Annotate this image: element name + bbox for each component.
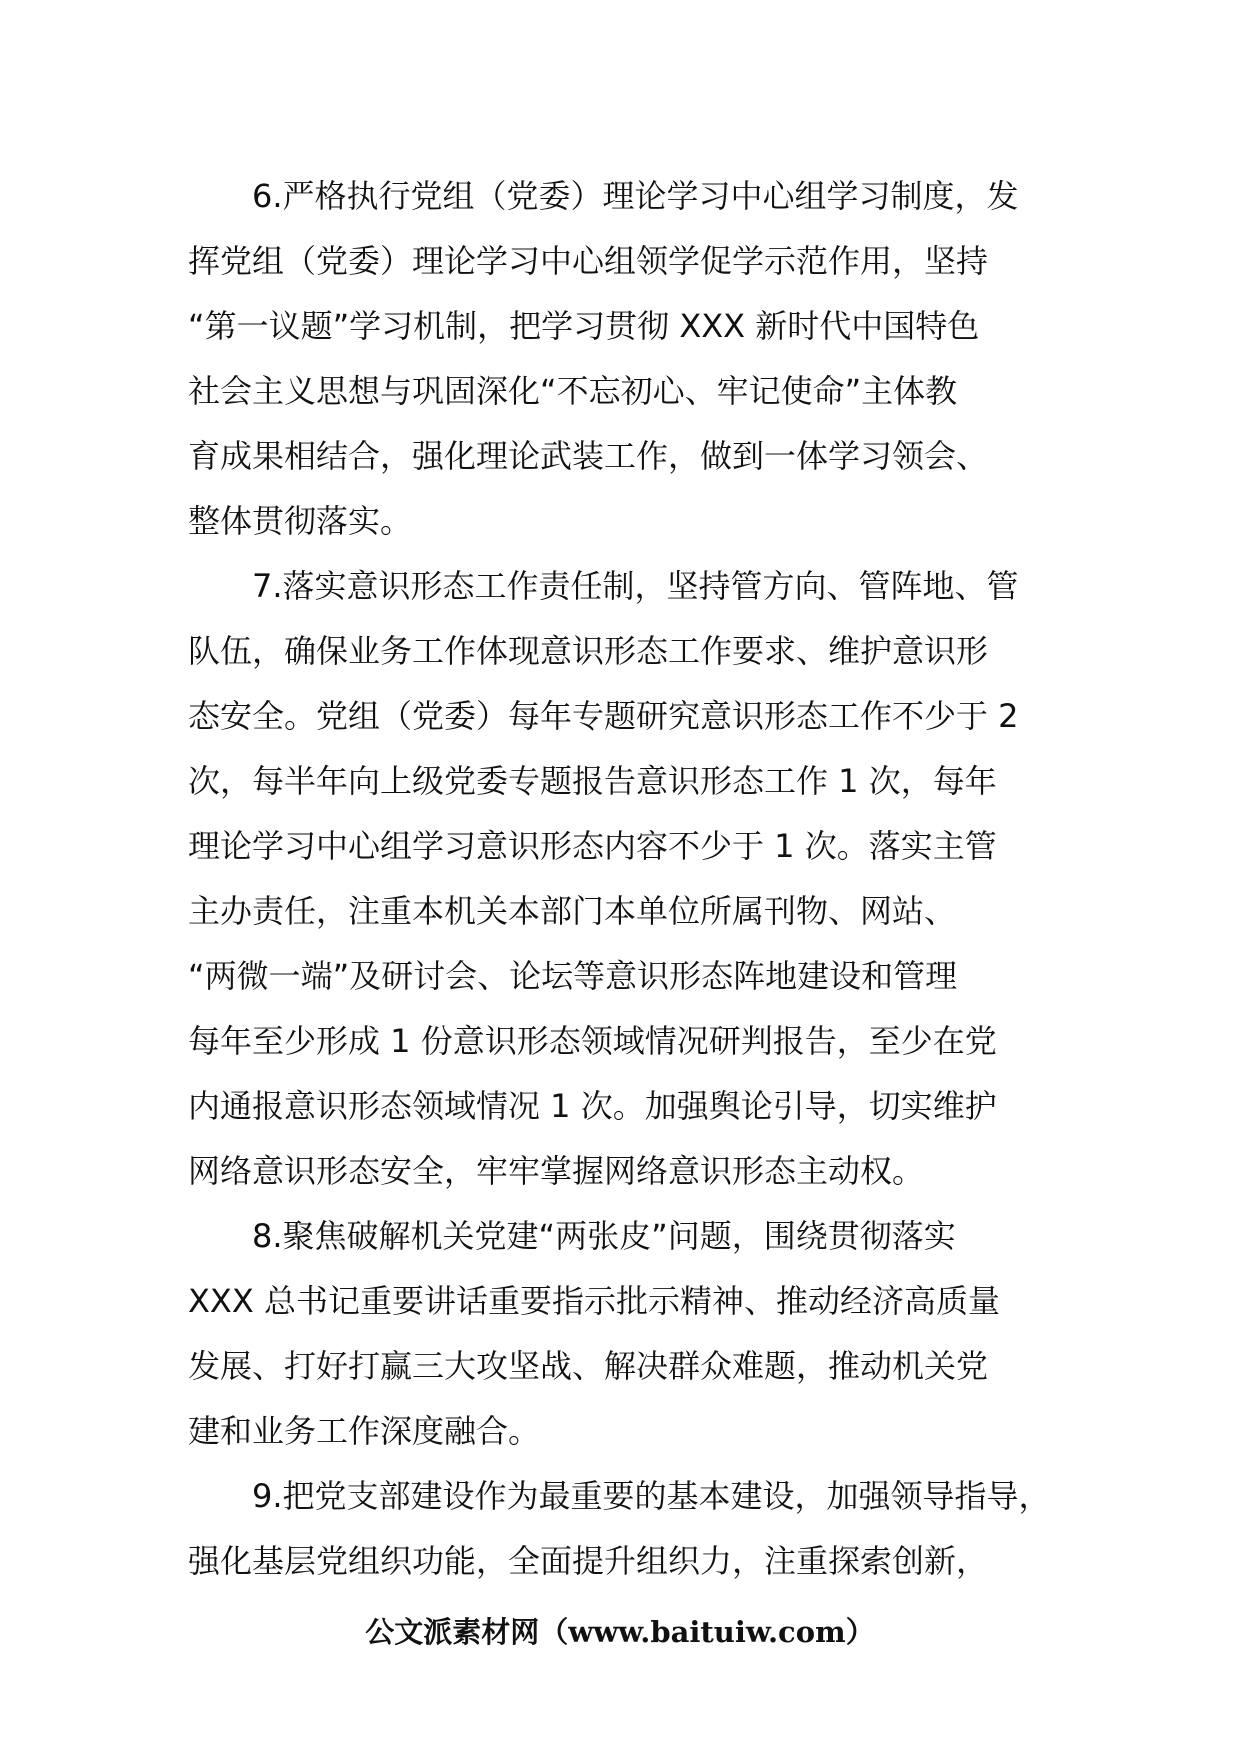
paragraph-line: 次，每半年向上级党委专题报告意识形态工作 1 次，每年: [188, 762, 997, 800]
paragraph-line: 6.严格执行党组（党委）理论学习中心组学习制度，发: [252, 177, 1019, 215]
paragraph-line: XXX 总书记重要讲话重要指示批示精神、推动经济高质量: [188, 1282, 1000, 1320]
paragraph-line: 态安全。党组（党委）每年专题研究意识形态工作不少于 2: [188, 697, 1019, 735]
paragraph-9: [188, 1464, 1060, 1594]
paragraph-line: 7.落实意识形态工作责任制，坚持管方向、管阵地、管: [252, 567, 1019, 605]
paragraph-line: 网络意识形态安全，牢牢掌握网络意识形态主动权。: [188, 1152, 925, 1190]
paragraph-line: 建和业务工作深度融合。: [188, 1412, 541, 1450]
paragraph-line: 主办责任，注重本机关本部门本单位所属刊物、网站、: [188, 892, 957, 930]
document-body: [188, 164, 1060, 1594]
paragraph-line: 发展、打好打赢三大攻坚战、解决群众难题，推动机关党: [188, 1347, 989, 1385]
paragraph-line: “两微一端”及研讨会、论坛等意识形态阵地建设和管理: [188, 957, 958, 995]
paragraph-line: “第一议题”学习机制，把学习贯彻 XXX 新时代中国特色: [188, 307, 980, 345]
paragraph-line: 内通报意识形态领域情况 1 次。加强舆论引导，切实维护: [188, 1087, 997, 1125]
paragraph-line: 社会主义思想与巩固深化“不忘初心、牢记使命”主体教: [188, 372, 958, 410]
paragraph-line: 挥党组（党委）理论学习中心组领学促学示范作用，坚持: [188, 242, 989, 280]
footer-watermark: 公文派素材网（www.baituiw.com）: [365, 1615, 875, 1649]
paragraph-8: [188, 1204, 1060, 1464]
paragraph-6: [188, 164, 1060, 554]
paragraph-line: 强化基层党组织功能，全面提升组织力，注重探索创新，: [188, 1542, 989, 1580]
paragraph-line: 8.聚焦破解机关党建“两张皮”问题，围绕贯彻落实: [252, 1217, 956, 1255]
paragraph-line: 理论学习中心组学习意识形态内容不少于 1 次。落实主管: [188, 827, 997, 865]
paragraph-line: 育成果相结合，强化理论武装工作，做到一体学习领会、: [188, 437, 989, 475]
paragraph-line: 每年至少形成 1 份意识形态领域情况研判报告，至少在党: [188, 1022, 997, 1060]
paragraph-line: 整体贯彻落实。: [188, 502, 413, 540]
paragraph-line: 9.把党支部建设作为最重要的基本建设，加强领导指导，: [252, 1477, 1051, 1515]
paragraph-7: [188, 554, 1060, 1204]
paragraph-line: 队伍，确保业务工作体现意识形态工作要求、维护意识形: [188, 632, 989, 670]
